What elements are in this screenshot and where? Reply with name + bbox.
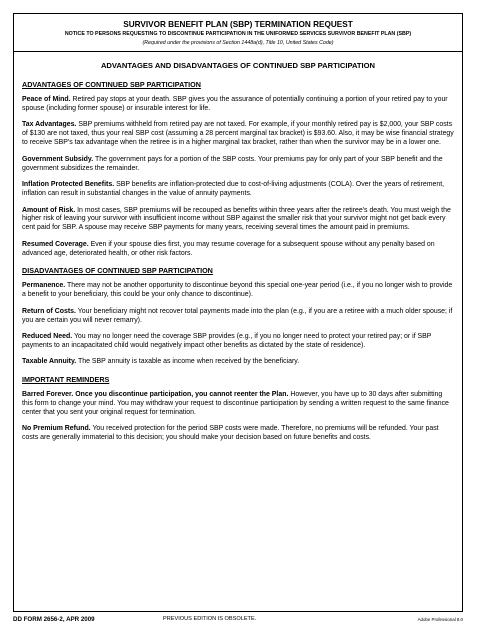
item-text: In most cases, SBP premiums will be recouped as benefits within three years after the retiree's death. You must weigh the higher risk of leaving your survivor with insufficient income without SBP against the smaller risk that your survivor might not get back every cent paid for SBP. A spouse may receive SBP payments for many years, receiving several times the amount paid in premiums. bbox=[22, 206, 451, 232]
disadvantage-item bbox=[22, 358, 454, 367]
item-term: Tax Advantages. bbox=[22, 121, 77, 129]
disadvantage-item bbox=[22, 333, 454, 351]
item-term: Return of Costs. bbox=[22, 307, 76, 315]
disadvantages-heading: DISADVANTAGES OF CONTINUED SBP PARTICIPATION bbox=[22, 266, 213, 276]
disadvantage-item bbox=[22, 282, 454, 300]
form-footer bbox=[13, 614, 463, 626]
item-term: Amount of Risk. bbox=[22, 206, 76, 214]
item-text: Even if your spouse dies first, you may resume coverage for a subsequent spouse without any penalty based on advanced age, deteriorated health, or other risk factors. bbox=[22, 240, 435, 257]
form-header bbox=[14, 14, 462, 52]
form-content bbox=[14, 52, 462, 443]
item-text: The SBP annuity is taxable as income when received by the beneficiary. bbox=[78, 358, 300, 366]
item-term: Permanence. bbox=[22, 282, 66, 290]
item-text: However, you have up to 30 days after submitting this form to change your mind. You may withdraw your request to discontinue participation by sending a written request to the same finance center that you sent your original request for termination. bbox=[22, 390, 449, 416]
item-text: You may no longer need the coverage SBP provides (e.g., if you no longer need to protect your retired pay; or if SBP payments to an incapacitated child would negatively impact other benefits as dictated by the state of residence). bbox=[22, 333, 432, 349]
item-text: Your beneficiary might not recover total payments made into the plan (e.g., if you are a retiree with a much older spouse; if you are certain you will never remarry). bbox=[22, 307, 453, 324]
advantages-heading: ADVANTAGES OF CONTINUED SBP PARTICIPATION bbox=[22, 80, 201, 89]
item-text: SBP premiums withheld from retired pay are not taxed. For example, if your monthly retired pay is $2,000, your SBP costs of $130 are not taxed, thus your real SBP cost (assuming a 28 percent marginal tax bracket) is $93.60. Also, it may be wise financial strategy to receive SBP's tax advantage when the retiree is in a higher marginal tax bracket, rather than when the survivor may be in a lower one. bbox=[22, 121, 454, 147]
item-text: There may not be another opportunity to discontinue beyond this special one-year period (i.e., if you no longer wish to provide a benefit to your beneficiary, this could be your only chance to discontinue). bbox=[22, 282, 453, 299]
form-subtitle: NOTICE TO PERSONS REQUESTING TO DISCONTINUE PARTICIPATION IN THE UNIFORMED SERVICES SURVIVOR BENEFIT PLAN (SBP) bbox=[64, 31, 412, 37]
reminder-item bbox=[22, 425, 454, 443]
advantage-item bbox=[22, 207, 454, 234]
item-term: Taxable Annuity. bbox=[22, 358, 77, 366]
disadvantage-item bbox=[22, 308, 454, 326]
advantage-item bbox=[22, 241, 454, 259]
advantage-item bbox=[22, 181, 454, 199]
item-term: Inflation Protected Benefits. bbox=[22, 181, 115, 189]
item-term: Barred Forever. Once you discontinue participation, you cannot reenter the Plan. bbox=[22, 390, 289, 398]
reminders-heading: IMPORTANT REMINDERS bbox=[22, 374, 110, 384]
advantage-item bbox=[22, 96, 454, 114]
reminder-item bbox=[22, 391, 454, 418]
item-term: Reduced Need. bbox=[22, 333, 73, 341]
section-title: ADVANTAGES AND DISADVANTAGES OF CONTINUED SBP PARTICIPATION bbox=[100, 61, 376, 70]
item-text: SBP benefits are inflation-protected due to cost-of-living adjustments (COLA). Over the years of retirement, inflation can result in substantial changes in the value of annuity payments. bbox=[22, 181, 445, 198]
form-title: SURVIVOR BENEFIT PLAN (SBP) TERMINATION REQUEST bbox=[123, 20, 353, 29]
form-number: DD FORM 2656-2, APR 2009 bbox=[13, 616, 95, 623]
item-text: Retired pay stops at your death. SBP gives you the assurance of potentially continuing a portion of your retired pay to your spouse (including former spouse) or insurable interest for life. bbox=[22, 96, 448, 112]
item-term: Resumed Coverage. bbox=[22, 240, 89, 248]
item-text: The government pays for a portion of the SBP costs. Your premiums pay for only part of your SBP benefit and the government subsidizes the remainder. bbox=[22, 155, 443, 172]
form-page bbox=[13, 13, 463, 612]
obsolete-notice: PREVIOUS EDITION IS OBSOLETE. bbox=[163, 616, 257, 622]
item-text: You received protection for the period SBP costs were made. Therefore, no premiums will be refunded. Your past costs are generally immaterial to this decision; you should make your decision based on future benefits and costs. bbox=[22, 425, 439, 442]
item-term: Government Subsidy. bbox=[22, 155, 94, 163]
item-term: Peace of Mind. bbox=[22, 96, 71, 103]
advantage-item bbox=[22, 156, 454, 174]
software-version: Adobe Professional 8.0 bbox=[417, 617, 463, 622]
item-term: No Premium Refund. bbox=[22, 425, 91, 433]
statutory-authority: (Required under the provisions of Section 1448a(d), Title 10, United States Code) bbox=[142, 40, 334, 46]
advantage-item bbox=[22, 121, 454, 148]
